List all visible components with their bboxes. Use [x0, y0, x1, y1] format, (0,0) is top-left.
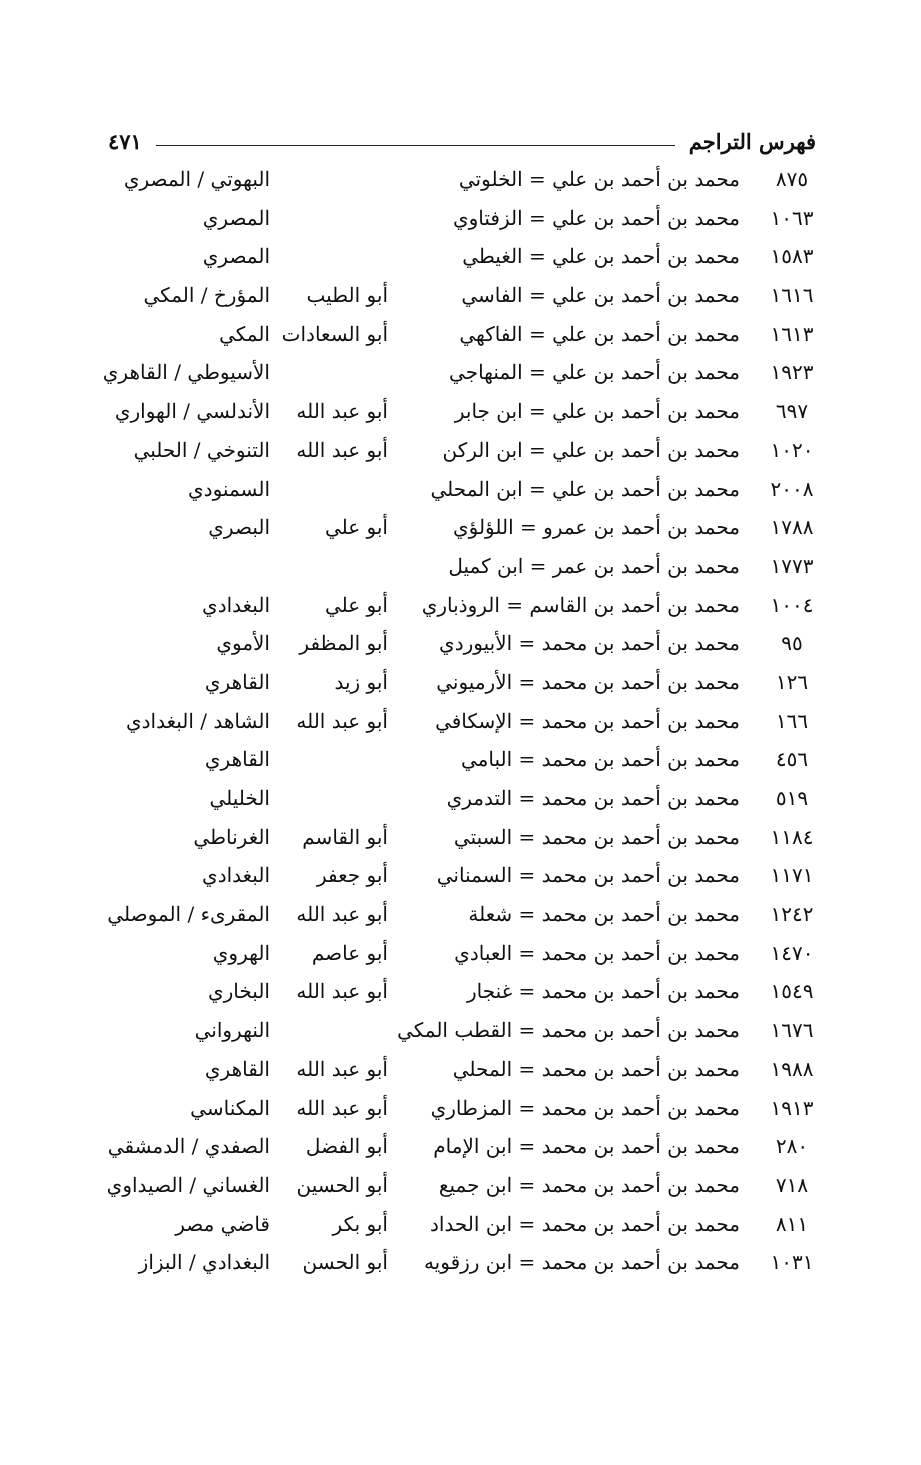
entry-number: ٤٥٦ [775, 747, 809, 772]
entry-nisba: التنوخي / الحلبي [133, 437, 270, 462]
entry-name: محمد بن أحمد بن محمد = الأرميوني [436, 669, 740, 694]
entry-kunya: أبو عبد الله [296, 437, 388, 462]
entry-name: محمد بن أحمد بن محمد = السمناني [436, 863, 740, 888]
entry-number: ١٦١٦ [770, 283, 814, 308]
index-entry [100, 1243, 816, 1282]
entry-nisba: المكناسي [190, 1095, 270, 1120]
index-entry [100, 624, 816, 663]
index-entry [100, 895, 816, 934]
index-entry [100, 586, 816, 625]
entry-nisba: القاهري [204, 747, 270, 772]
entry-number: ٩٥ [781, 631, 803, 656]
entry-number: ١٠٢٠ [770, 437, 814, 462]
entry-kunya: أبو عبد الله [296, 708, 388, 733]
entry-name: محمد بن أحمد بن علي = ابن المحلي [430, 476, 740, 501]
index-entry [100, 470, 816, 509]
entry-nisba: القاهري [204, 1056, 270, 1081]
entry-number: ١٠٦٣ [770, 205, 814, 230]
index-entry [100, 508, 816, 547]
entry-number: ١٠٣١ [770, 1250, 814, 1275]
entry-kunya: أبو زيد [334, 669, 388, 694]
entry-kunya: أبو عبد الله [296, 399, 388, 424]
index-entry [100, 1050, 816, 1089]
entry-kunya: أبو عبد الله [296, 902, 388, 927]
entry-name: محمد بن أحمد بن علي = الخلوتي [458, 167, 740, 191]
index-entry [100, 1011, 816, 1050]
entry-number: ١٠٠٤ [770, 592, 814, 617]
entry-number: ١٢٦ [775, 669, 809, 694]
entry-nisba: الأسيوطي / القاهري [102, 360, 270, 385]
entry-number: ١٥٤٩ [770, 979, 814, 1004]
entry-number: ٦٩٧ [775, 399, 809, 424]
entry-kunya: أبو علي [324, 515, 388, 540]
entry-name: محمد بن أحمد بن علي = ابن جابر [454, 399, 740, 424]
entry-nisba: القاهري [204, 669, 270, 694]
index-entry [100, 1166, 816, 1205]
entry-name: محمد بن أحمد بن محمد = شعلة [468, 902, 740, 927]
index-entry [100, 972, 816, 1011]
entry-number: ٢٨٠ [775, 1134, 809, 1159]
entry-kunya: أبو جعفر [317, 863, 388, 888]
entry-nisba: البغدادي [202, 592, 270, 617]
entry-kunya: أبو علي [324, 592, 388, 617]
entry-number: ٧١٨ [775, 1172, 809, 1197]
entry-nisba: الغرناطي [193, 824, 270, 849]
entry-number: ١٧٨٨ [770, 515, 814, 540]
entry-kunya: أبو عبد الله [296, 979, 388, 1004]
entry-name: محمد بن أحمد بن علي = المنهاجي [449, 360, 740, 385]
entry-nisba: البهوتي / المصري [123, 167, 270, 191]
index-entry [100, 934, 816, 973]
header-rule [156, 145, 675, 146]
entry-name: محمد بن أحمد بن القاسم = الروذباري [421, 592, 740, 617]
index-entry [100, 160, 816, 199]
entry-nisba: البغدادي / البزاز [138, 1250, 270, 1275]
index-entry [100, 779, 816, 818]
entry-nisba: المقرىء / الموصلي [107, 902, 270, 927]
entry-nisba: الغساني / الصيداوي [106, 1172, 270, 1197]
entry-number: ١٧٧٣ [770, 553, 814, 578]
entry-name: محمد بن أحمد بن محمد = القطب المكي [397, 1018, 740, 1043]
index-entry [100, 702, 816, 741]
header-title: فهرس التراجم [688, 128, 816, 154]
entry-name: محمد بن أحمد بن علي = ابن الركن [442, 437, 740, 462]
entry-number: ١٢٤٢ [770, 902, 814, 927]
index-entry [100, 740, 816, 779]
entry-number: ١٥٨٣ [770, 244, 814, 269]
entry-number: ٨١١ [775, 1211, 809, 1236]
entry-nisba: المكي [219, 321, 270, 346]
entry-name: محمد بن أحمد بن محمد = الأبيوردي [439, 631, 740, 656]
entry-kunya: أبو عبد الله [296, 1095, 388, 1120]
entry-name: محمد بن أحمد بن محمد = التدمري [446, 786, 740, 810]
entry-number: ١٩١٣ [770, 1095, 814, 1120]
entry-number: ١٦١٣ [770, 321, 814, 346]
index-entry [100, 199, 816, 238]
entry-number: ١٤٧٠ [770, 940, 814, 965]
entry-kunya: أبو عبد الله [296, 1056, 388, 1081]
index-entry [100, 315, 816, 354]
index-entry [100, 431, 816, 470]
index-entry [100, 818, 816, 857]
entry-name: محمد بن أحمد بن محمد = غنجار [467, 979, 740, 1004]
entry-nisba: الصفدي / الدمشقي [107, 1134, 270, 1159]
entry-name: محمد بن أحمد بن محمد = ابن الحداد [429, 1211, 740, 1236]
entry-nisba: الخليلي [209, 786, 270, 810]
entry-nisba: المصري [202, 244, 270, 269]
index-entry [100, 353, 816, 392]
entry-kunya: أبو عاصم [311, 940, 388, 965]
entry-name: محمد بن أحمد بن محمد = ابن الإمام [433, 1134, 740, 1159]
entry-kunya: أبو السعادات [281, 321, 388, 346]
running-header [108, 124, 816, 158]
entry-name: محمد بن أحمد بن عمر = ابن كميل [448, 553, 740, 578]
entry-number: ١١٧١ [770, 863, 814, 888]
entry-kunya: أبو الحسن [302, 1250, 388, 1275]
entry-name: محمد بن أحمد بن علي = الغيطي [462, 244, 740, 269]
index-entry [100, 1205, 816, 1244]
entry-number: ٥١٩ [775, 786, 809, 810]
entry-nisba: الشاهد / البغدادي [125, 708, 270, 733]
entry-name: محمد بن أحمد بن محمد = البامي [461, 747, 740, 772]
entry-nisba: المصري [202, 205, 270, 230]
index-entry [100, 547, 816, 586]
entry-nisba: الهروي [212, 940, 270, 965]
entry-nisba: البغدادي [202, 863, 270, 888]
index-entry [100, 392, 816, 431]
entry-name: محمد بن أحمد بن محمد = المزطاري [430, 1095, 740, 1120]
entry-name: محمد بن أحمد بن علي = الفاسي [461, 283, 740, 308]
entry-number: ١٦٧٦ [770, 1018, 814, 1043]
entry-nisba: المؤرخ / المكي [143, 283, 270, 308]
entry-kunya: أبو الحسين [296, 1172, 388, 1197]
entry-kunya: أبو القاسم [302, 824, 388, 849]
entry-number: ٨٧٥ [775, 167, 809, 191]
entry-number: ١٩٢٣ [770, 360, 814, 385]
entry-kunya: أبو الطيب [306, 283, 388, 308]
entry-name: محمد بن أحمد بن علي = الفاكهي [459, 321, 740, 346]
entry-name: محمد بن أحمد بن محمد = المحلي [452, 1056, 740, 1081]
index-entry [100, 1127, 816, 1166]
entry-name: محمد بن أحمد بن محمد = العبادي [454, 940, 740, 965]
entry-name: محمد بن أحمد بن علي = الزفتاوي [452, 205, 740, 230]
index-entry [100, 237, 816, 276]
index-entry [100, 276, 816, 315]
entry-name: محمد بن أحمد بن محمد = السبتي [453, 824, 740, 849]
index-entry [100, 856, 816, 895]
index-entry [100, 1089, 816, 1128]
entry-kunya: أبو بكر [332, 1211, 388, 1236]
entry-nisba: قاضي مصر [175, 1211, 270, 1236]
entry-nisba: البخاري [207, 979, 270, 1004]
page-number: ٤٧١ [108, 128, 142, 154]
index-entry [100, 663, 816, 702]
entry-nisba: البصري [208, 515, 270, 540]
entry-name: محمد بن أحمد بن عمرو = اللؤلؤي [452, 515, 740, 540]
entry-number: ٢٠٠٨ [770, 476, 814, 501]
index-list [100, 160, 816, 1282]
entry-name: محمد بن أحمد بن محمد = ابن جميع [438, 1172, 740, 1197]
entry-kunya: أبو الفضل [305, 1134, 388, 1159]
entry-number: ١١٨٤ [770, 824, 814, 849]
entry-nisba: الأندلسي / الهواري [114, 399, 270, 424]
entry-name: محمد بن أحمد بن محمد = الإسكافي [435, 708, 740, 733]
entry-nisba: الأموي [216, 631, 270, 656]
entry-name: محمد بن أحمد بن محمد = ابن رزقويه [423, 1250, 740, 1275]
entry-nisba: السمنودي [188, 476, 270, 501]
entry-nisba: النهرواني [194, 1018, 270, 1043]
entry-kunya: أبو المظفر [299, 631, 388, 656]
entry-number: ١٦٦ [775, 708, 809, 733]
entry-number: ١٩٨٨ [770, 1056, 814, 1081]
